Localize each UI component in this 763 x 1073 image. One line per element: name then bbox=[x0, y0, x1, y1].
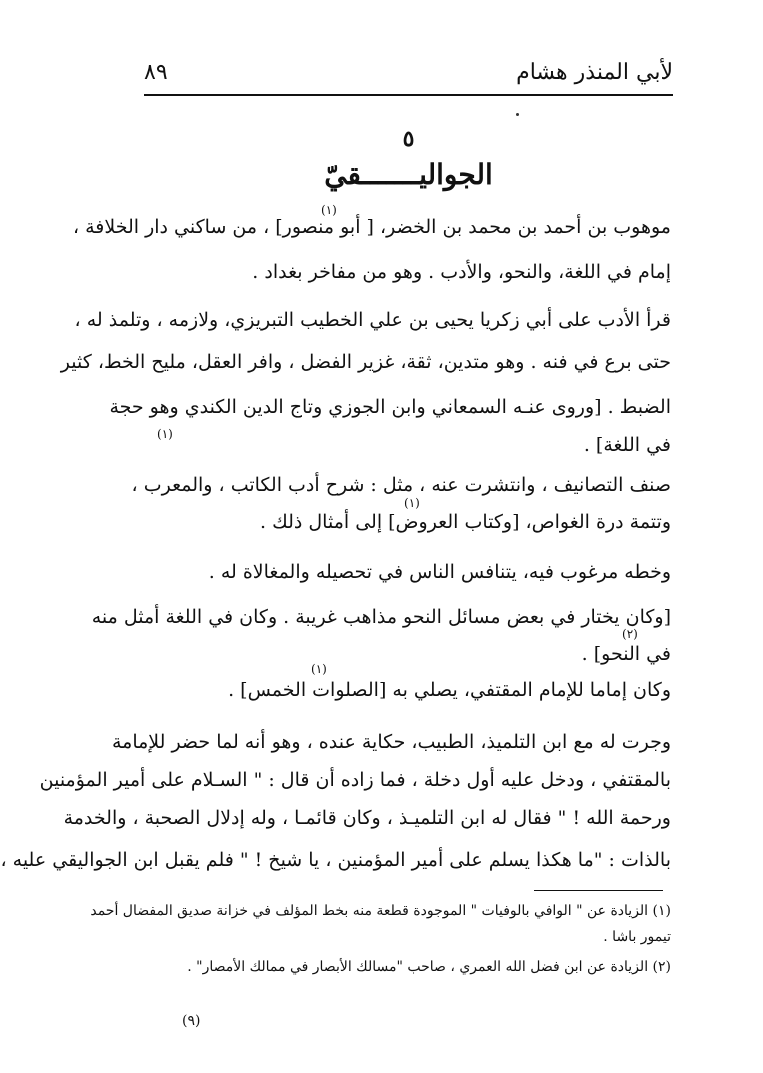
running-title: لأبي المنذر هشام bbox=[516, 59, 673, 85]
text-line: بالذات : "ما هكذا يسلم على أمير المؤمنين ، يا شيخ ! " فلم يقبل ابن الجواليقي عليه ، bbox=[0, 849, 671, 871]
text-line: في النحو] . bbox=[581, 643, 671, 665]
footnote-rule bbox=[534, 890, 663, 891]
text-line: الضبط . [وروى عنـه السمعاني وابن الجوزي وتاج الدين الكندي وهو حجة bbox=[109, 396, 671, 418]
footnote-marker: (١) bbox=[157, 427, 173, 441]
text-line: في اللغة] . bbox=[583, 434, 671, 456]
footnote-line: تيمور باشا . bbox=[603, 929, 671, 945]
text-line: [وكان يختار في بعض مسائل النحو مذاهب غريبة . وكان في اللغة أمثل منه bbox=[91, 606, 671, 628]
entry-number: ٥ bbox=[402, 126, 415, 152]
text-line: إمام في اللغة، والنحو، والأدب . وهو من مفاخر بغداد . bbox=[252, 261, 671, 283]
text-line: صنف التصانيف ، وانتشرت عنه ، مثل : شرح أدب الكاتب ، والمعرب ، bbox=[131, 474, 671, 496]
text-line: حتى برع في فنه . وهو متدين، ثقة، غزير الفضل ، وافر العقل، مليح الخط، كثير bbox=[60, 351, 671, 373]
footnote-line: (٢) الزيادة عن ابن فضل الله العمري ، صاحب "مسالك الأبصار في ممالك الأمصار" . bbox=[187, 959, 671, 975]
entry-title: الجواليـــــــقيّ bbox=[324, 158, 493, 191]
running-header bbox=[144, 52, 673, 92]
text-line: قرأ الأدب على أبي زكريا يحيى بن علي الخطيب التبريزي، ولازمه ، وتلمذ له ، bbox=[74, 309, 671, 331]
footnote-marker: (٢) bbox=[622, 627, 638, 641]
header-rule bbox=[144, 94, 673, 96]
text-line: وخطه مرغوب فيه، يتنافس الناس في تحصيله والمغالاة له . bbox=[208, 561, 671, 583]
text-line: بالمقتفي ، ودخل عليه أول دخلة ، فما زاده أن قال : " السـلام على أمير المؤمنين bbox=[39, 769, 671, 791]
footnote-marker: (١) bbox=[311, 662, 327, 676]
text-line: وكان إماما للإمام المقتفي، يصلي به [الصلوات الخمس] . bbox=[228, 679, 671, 701]
text-line: وتتمة درة الغواص، [وكتاب العروض] إلى أمثال ذلك . bbox=[259, 511, 671, 533]
footnote-line: (١) الزيادة عن " الوافي بالوفيات " الموجودة قطعة منه بخط المؤلف في خزانة صديق المفضال أحمد bbox=[90, 903, 671, 919]
text-line: وجرت له مع ابن التلميذ، الطبيب، حكاية عنده ، وهو أنه لما حضر للإمامة bbox=[111, 731, 671, 753]
ornament-dot bbox=[516, 113, 519, 116]
page-number: ٨٩ bbox=[144, 59, 168, 85]
text-line: ورحمة الله ! " فقال له ابن التلميـذ ، وكان قائمـا ، وله إدلال الصحبة ، والخدمة bbox=[63, 807, 671, 829]
footnote-marker: (١) bbox=[404, 496, 420, 510]
text-line: موهوب بن أحمد بن محمد بن الخضر، [ أبو منصور] ، من ساكني دار الخلافة ، bbox=[72, 216, 671, 238]
footnote-marker: (١) bbox=[321, 203, 337, 217]
signature-mark: (٩) bbox=[182, 1013, 201, 1029]
